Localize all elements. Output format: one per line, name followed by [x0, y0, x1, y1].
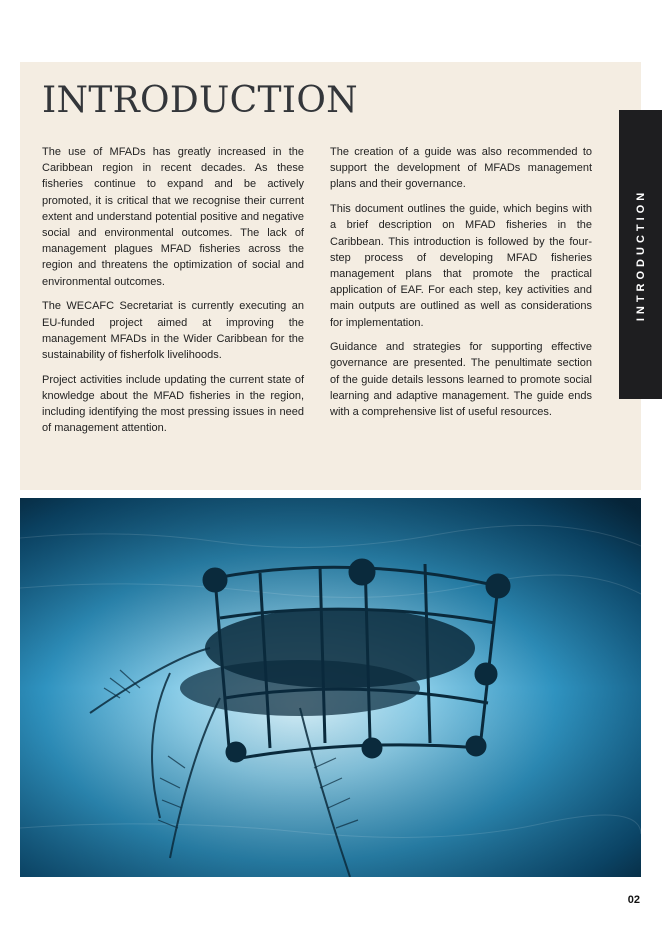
right-column: [330, 144, 592, 429]
side-tab-label: INTRODUCTION: [634, 188, 647, 321]
left-column: [42, 144, 304, 445]
paragraph: The use of MFADs has greatly increased in the Caribbean region in recent decades. As these fisheries continue to expand and be actively promoted, it is critical that we recognise their current extent and understand potential positive and negative social and environmental outcomes. The lack of management plagues MFAD fisheries across the region and threatens the optimization of social and environmental outcomes.: [42, 146, 304, 288]
paragraph: Project activities include updating the current state of knowledge about the MFAD fisheries in the region, including identifying the most pressing issues in need of management attention.: [42, 373, 304, 435]
page-number: 02: [627, 894, 640, 906]
paragraph: The WECAFC Secretariat is currently executing an EU-funded project aimed at improving the management MFADs in the Wider Caribbean for the sustainability of fisherfolk livelihoods.: [42, 300, 304, 361]
intro-panel: [20, 62, 641, 490]
section-side-tab: [619, 110, 662, 399]
underwater-fad-photo: [20, 498, 641, 877]
page-title: INTRODUCTION: [42, 80, 358, 121]
paragraph: This document outlines the guide, which begins with a brief description on MFAD fisheries in the Caribbean. This introduction is followed by the four-step process of developing MFAD fisheries management plans that promote the practical application of EAF. For each step, key activities and main outputs are outlined as well as considerations for implementation.: [330, 203, 592, 329]
paragraph: The creation of a guide was also recommended to support the development of MFADs management plans and their governance.: [330, 146, 592, 191]
paragraph: Guidance and strategies for supporting effective governance are presented. The penultimate section of the guide details lessons learned to promote social learning and adaptive management. The guide ends with a comprehensive list of useful resources.: [330, 341, 592, 419]
